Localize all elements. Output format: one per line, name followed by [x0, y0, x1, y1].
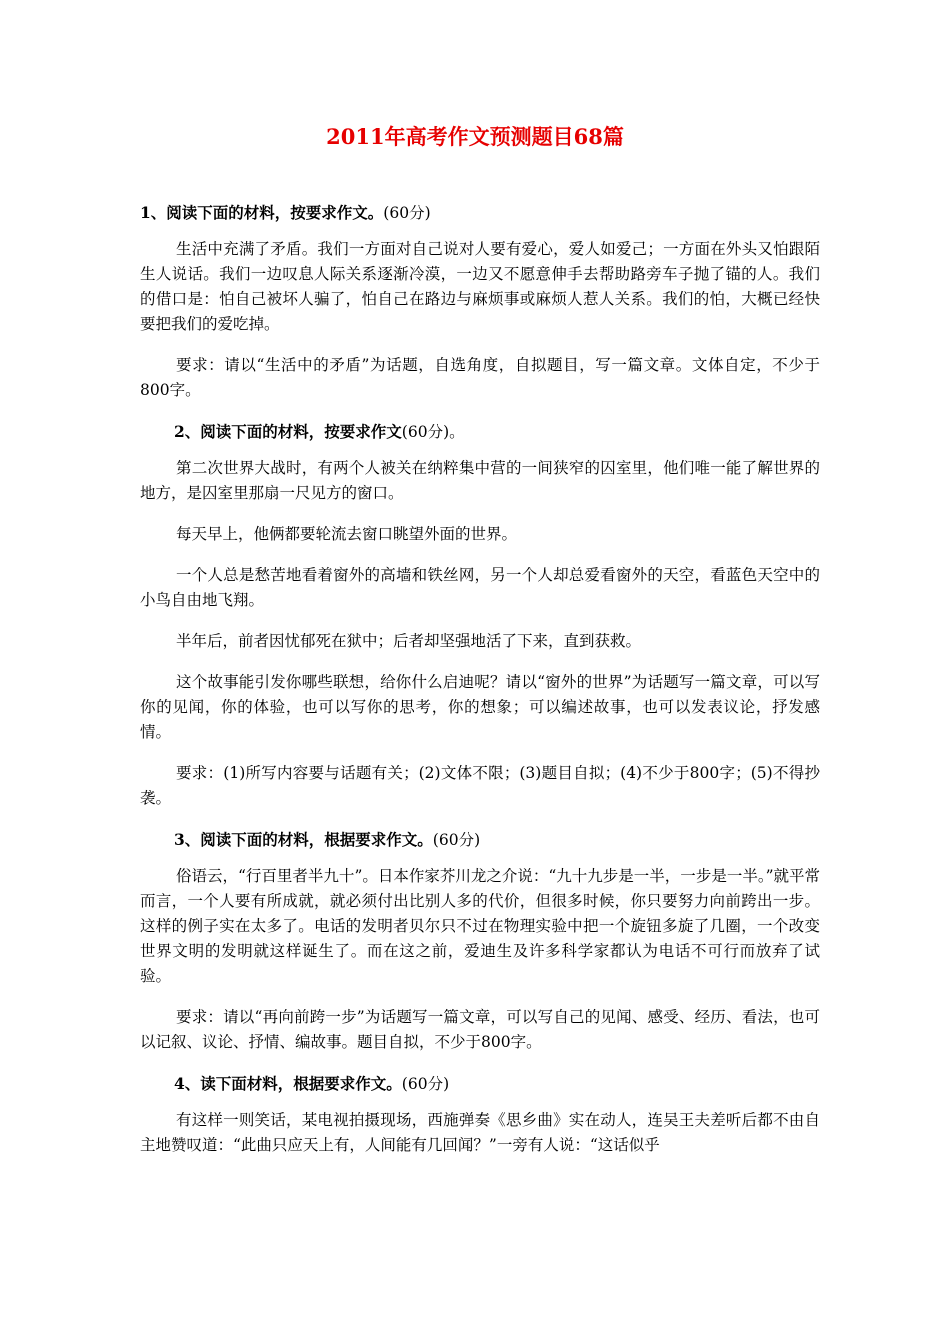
question-2-score: (60分)。	[401, 423, 465, 441]
question-2-material-1: 第二次世界大战时，有两个人被关在纳粹集中营的一间狭窄的囚室里，他们唯一能了解世界的地方，是囚室里那扇一尺见方的窗口。	[140, 459, 820, 502]
question-2-heading	[140, 419, 820, 445]
question-2-material-4: 半年后，前者因忧郁死在狱中；后者却坚强地活了下来，直到获救。	[176, 632, 642, 650]
document-body	[140, 200, 820, 1174]
document-title: 2011年高考作文预测题目68篇	[326, 124, 624, 149]
question-4-material: 有这样一则笑话，某电视拍摄现场，西施弹奏《思乡曲》实在动人，连吴王夫差听后都不由自主地赞叹道：“此曲只应天上有，人间能有几回闻？”一旁有人说：“这话似乎	[140, 1111, 820, 1154]
question-3-heading	[140, 827, 820, 853]
question-4-heading-text: 4、读下面材料，根据要求作文。	[174, 1074, 402, 1093]
question-1-requirement: 要求：请以“生活中的矛盾”为话题，自选角度，自拟题目，写一篇文章。文体自定，不少于800字。	[140, 356, 820, 399]
question-3-material: 俗语云，“行百里者半九十”。日本作家芥川龙之介说：“九十九步是一半，一步是一半。”就平常而言，一个人要有所成就，就必须付出比别人多的代价，但很多时候，你只要努力向前跨出一步。这样的例子实在太多了。电话的发明者贝尔只不过在物理实验中把一个旋钮多旋了几圈，一个改变世界文明的发明就这样诞生了。而在这之前，爱迪生及许多科学家都认为电话不可行而放弃了试验。	[140, 867, 820, 985]
question-2-prompt: 这个故事能引发你哪些联想，给你什么启迪呢？请以“窗外的世界”为话题写一篇文章，可以写你的见闻，你的体验，也可以写你的思考，你的想象；可以编述故事，也可以发表议论，抒发感情。	[140, 673, 820, 741]
question-2-heading-text: 2、阅读下面的材料，按要求作文	[174, 422, 402, 441]
question-1-score: (60分)	[383, 204, 431, 222]
question-1-material: 生活中充满了矛盾。我们一方面对自己说对人要有爱心，爱人如爱己；一方面在外头又怕跟陌生人说话。我们一边叹息人际关系逐渐冷漠，一边又不愿意伸手去帮助路旁车子抛了锚的人。我们的借口是：怕自己被坏人骗了，怕自己在路边与麻烦事或麻烦人惹人关系。我们的怕，大概已经快要把我们的爱吃掉。	[140, 240, 820, 333]
question-2-material-2: 每天早上，他俩都要轮流去窗口眺望外面的世界。	[176, 525, 518, 543]
question-1-heading	[140, 200, 820, 226]
question-3-requirement: 要求：请以“再向前跨一步”为话题写一篇文章，可以写自己的见闻、感受、经历、看法，也可以记叙、议论、抒情、编故事。题目自拟，不少于800字。	[140, 1008, 820, 1051]
question-3-heading-text: 3、阅读下面的材料，根据要求作文。	[174, 830, 433, 849]
question-2-requirement: 要求：(1)所写内容要与话题有关；(2)文体不限；(3)题目自拟；(4)不少于800字；(5)不得抄袭。	[140, 764, 820, 807]
question-4-score: (60分)	[401, 1075, 450, 1093]
question-1-heading-text: 1、阅读下面的材料，按要求作文。	[140, 203, 384, 222]
question-4-heading	[140, 1071, 820, 1097]
question-2-material-3: 一个人总是愁苦地看着窗外的高墙和铁丝网，另一个人却总爱看窗外的天空，看蓝色天空中的小鸟自由地飞翔。	[140, 566, 820, 609]
question-3-score: (60分)	[432, 831, 481, 849]
